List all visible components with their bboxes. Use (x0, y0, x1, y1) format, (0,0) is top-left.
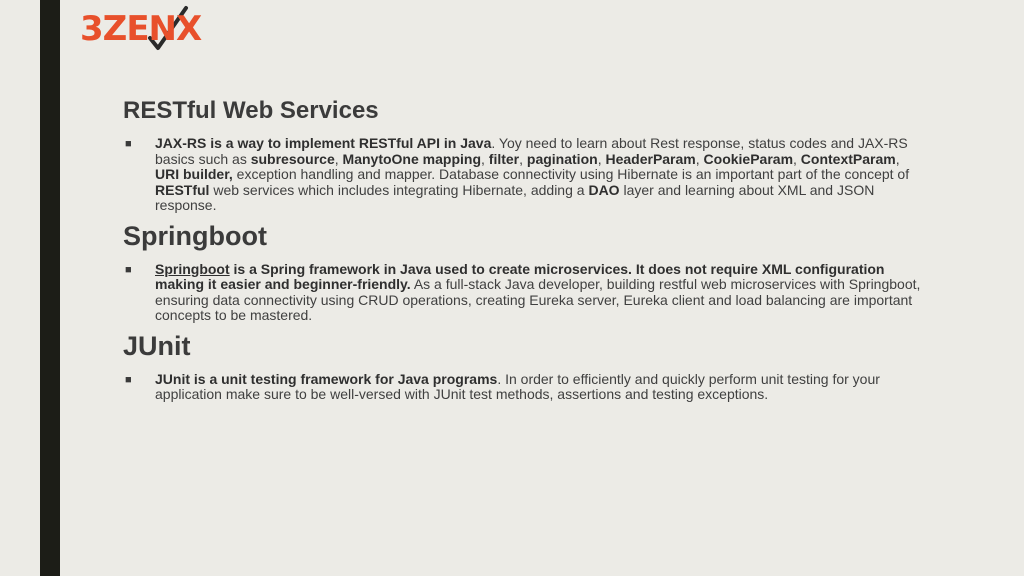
section-title-springboot: Springboot (123, 220, 267, 251)
text-bold: is a Spring framework in Java used to create microservices. It does not require XML configuration making it easier and beginner-friendly. (155, 260, 885, 292)
text: , (695, 150, 704, 167)
logo-wordmark (80, 9, 202, 49)
text: web services which includes integrating Hibernate, adding a (209, 181, 589, 198)
text-bold: DAO (588, 181, 620, 198)
text: As a full-stack Java developer, building restful web microservices with Springboot, ensuring data connectivity using CRUD operations, creating Eureka server, Eureka client and load balancing are important concepts to be mastered. (155, 276, 921, 323)
text: , (597, 150, 606, 167)
text-bold: ContextParam (800, 150, 896, 167)
text: exception handling and mapper. Database connectivity using Hibernate is an important part of the concept of (232, 166, 910, 182)
zenx-logo (62, 4, 202, 68)
section-title-junit: JUnit (123, 330, 191, 361)
text-bold: pagination (526, 150, 598, 167)
text: layer and learning about XML and JSON response. (155, 181, 875, 213)
text-bold: JUnit is a unit testing framework for Java programs (155, 370, 498, 387)
text-bold: HeaderParam (605, 150, 696, 167)
text-bold: CookieParam (703, 150, 794, 167)
left-accent-bar (40, 0, 60, 576)
text: . Yoy need to learn about Rest response, status codes and JAX-RS basics such as (155, 135, 908, 167)
text-bold: subresource (250, 150, 335, 167)
logo-digit: 3 (80, 9, 103, 49)
slide-content (123, 96, 923, 403)
bullet-junit (123, 372, 923, 403)
logo-letters: ZENX (102, 9, 202, 49)
text: , (481, 150, 489, 167)
text: , (895, 150, 900, 167)
section-title-restful: RESTful Web Services (123, 97, 379, 124)
bullet-springboot (123, 262, 923, 324)
springboot-link[interactable]: Springboot (155, 260, 230, 277)
bullet-restful (123, 136, 923, 214)
text-bold: URI builder, (155, 166, 233, 182)
text: , (519, 150, 527, 167)
text-bold: filter (488, 150, 520, 167)
text-bold: ManytoOne mapping (342, 150, 481, 167)
text-bold: RESTful (155, 181, 210, 198)
text: , (793, 150, 801, 167)
bullet-square-icon: ■ (125, 138, 132, 150)
text: , (334, 150, 343, 167)
text-bold: JAX-RS is a way to implement RESTful API in Java (155, 135, 492, 151)
bullet-square-icon: ■ (125, 373, 132, 386)
bullet-square-icon: ■ (125, 263, 132, 276)
text: . In order to efficiently and quickly perform unit testing for your application make sure to be well-versed with JUnit test methods, assertions and testing exceptions. (155, 370, 880, 402)
